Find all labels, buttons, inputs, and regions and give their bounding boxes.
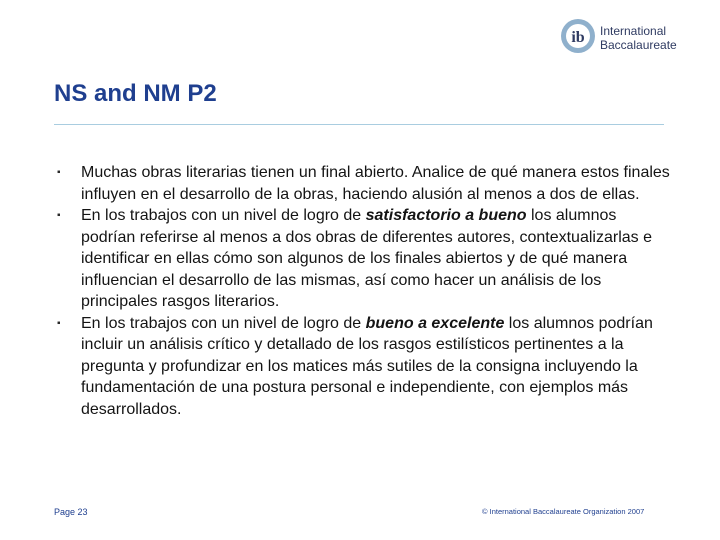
- page-number: Page 23: [54, 507, 88, 517]
- bullet-marker-icon: ▪: [57, 317, 61, 329]
- bullet-item: [54, 205, 674, 313]
- logo-line-1: International: [600, 24, 667, 38]
- bullet-text: En los trabajos con un nivel de logro de: [81, 207, 366, 224]
- bullet-item: [54, 313, 674, 421]
- bullet-emphasis: satisfactorio a bueno: [365, 207, 527, 224]
- bullet-text: En los trabajos con un nivel de logro de: [81, 314, 366, 332]
- bullet-item: [54, 162, 674, 205]
- slide-title: NS and NM P2: [54, 80, 217, 107]
- bullet-text: los alumnos podrían incluir un análisis crítico y detallado de los rasgos estilísticos pertinentes a la pregunta y profundizar en los matices más sutiles de la consigna incluyendo la fundamentación de una postura personal e independiente, con ejemplos más desarrollados.: [81, 314, 653, 418]
- bullet-emphasis: bueno a excelente: [365, 314, 505, 332]
- bullet-marker-icon: ▪: [57, 210, 61, 221]
- ib-logo: [560, 18, 680, 58]
- copyright-notice: © International Baccalaureate Organization 2007: [482, 507, 645, 516]
- bullet-marker-icon: ▪: [57, 167, 61, 178]
- title-divider: [54, 124, 664, 125]
- bullet-list: [54, 162, 674, 420]
- bullet-text: Muchas obras literarias tienen un final abierto. Analice de qué manera estos finales influyen en el desarrollo de la obras, haciendo alusión al menos a dos de ellas.: [81, 164, 670, 203]
- logo-line-2: Baccalaureate: [600, 38, 677, 52]
- logo-text: [600, 24, 677, 52]
- ib-logo-icon: [560, 18, 596, 54]
- svg-text:ib: ib: [571, 29, 585, 46]
- bullet-text: los alumnos podrían referirse al menos a dos obras de diferentes autores, contextualizarlas e identificar en ellas cómo son algunos de los finales abiertos y de qué manera influencian el desarrollo de las mismas, así como hacer un análisis de los principales rasgos literarios.: [81, 207, 652, 310]
